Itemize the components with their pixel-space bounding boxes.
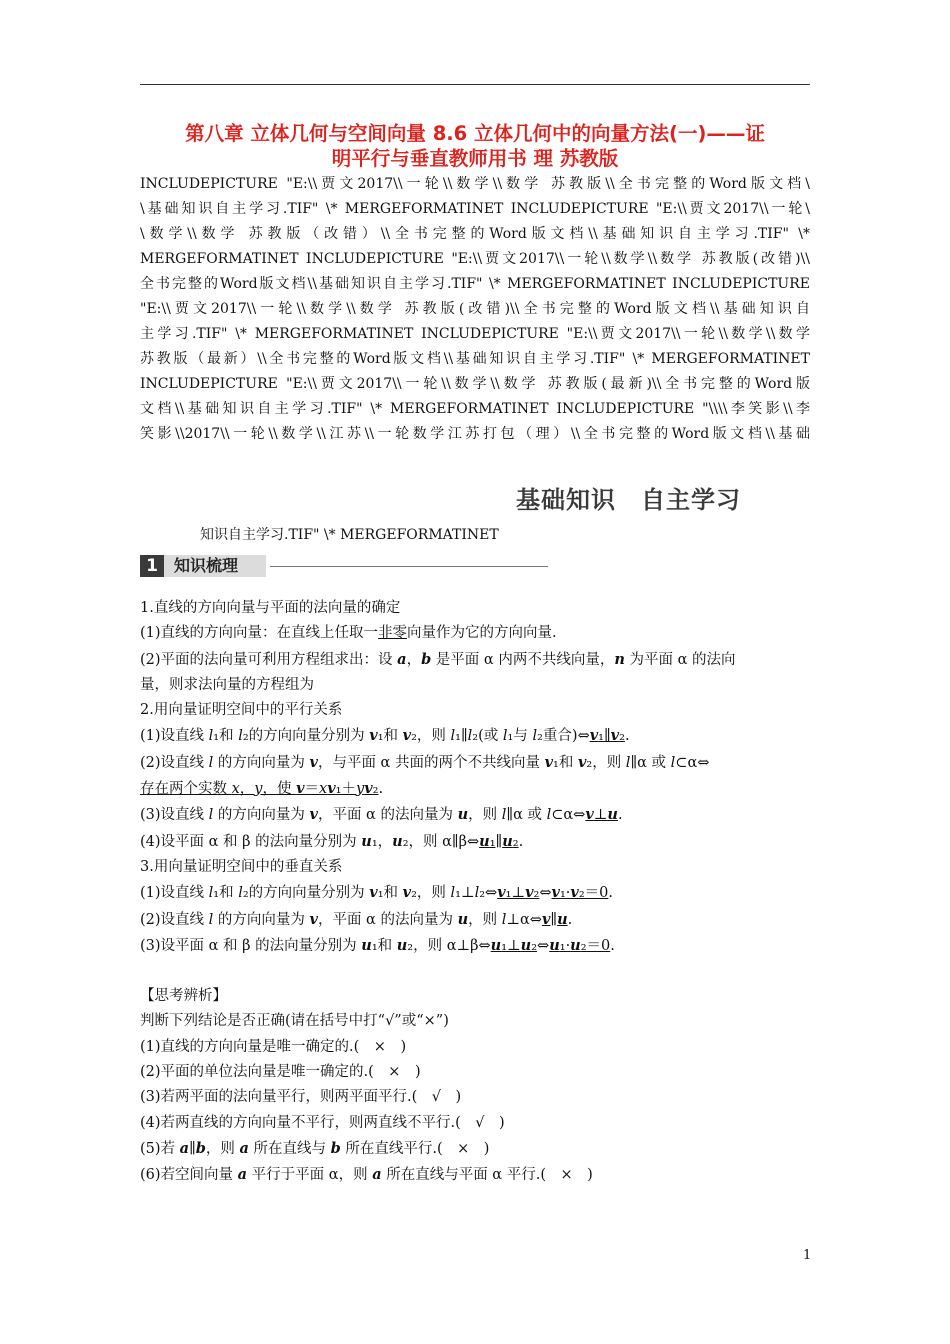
quiz-item: (2)平面的单位法向量是唯一确定的.( × ) bbox=[140, 1064, 421, 1081]
field-code-line: 笑影\\2017\\一轮\\数学\\江苏\\一轮数学江苏打包（理）\\全书完整的Word版文档\\基础 bbox=[140, 426, 810, 442]
paragraph: 3.用向量证明空间中的垂直关系 bbox=[140, 858, 343, 875]
quiz-item: (5)若 a∥b，则 a 所在直线与 b 所在直线平行.( × ) bbox=[140, 1139, 490, 1157]
section-number-badge: 1 bbox=[140, 555, 164, 577]
field-code-line: \数学\\数学 苏教版（改错）\\全书完整的Word版文档\\基础知识自主学习.TIF" \* bbox=[140, 226, 810, 242]
field-code-tail: 知识自主学习.TIF" \* MERGEFORMATINET bbox=[200, 527, 499, 543]
paragraph: (3)设平面 α 和 β 的法向量分别为 u₁和 u₂，则 α⊥β⇔u₁⊥u₂⇔u₁·u₂＝0. bbox=[140, 936, 615, 954]
paragraph: 判断下列结论是否正确(请在括号中打“√”或“×”) bbox=[140, 1013, 449, 1030]
paragraph: (2)设直线 l 的方向向量为 v，平面 α 的法向量为 u，则 l⊥α⇔v∥u. bbox=[140, 910, 573, 928]
paragraph: (2)设直线 l 的方向向量为 v，与平面 α 共面的两个不共线向量 v₁和 v₂，则 l∥α 或 l⊂α⇔ bbox=[140, 753, 710, 771]
field-code-line: "E:\\贾文2017\\一轮\\数学\\数学 苏教版(改错)\\全书完整的Word版文档\\基础知识自 bbox=[140, 301, 810, 317]
field-code-line: 苏教版（最新）\\全书完整的Word版文档\\基础知识自主学习.TIF" \* MERGEFORMATINET bbox=[140, 351, 810, 367]
paragraph: (3)设直线 l 的方向向量为 v，平面 α 的法向量为 u，则 l∥α 或 l⊂α⇔v⊥u. bbox=[140, 806, 623, 824]
field-code-line: 文档\\基础知识自主学习.TIF" \* MERGEFORMATINET INCLUDEPICTURE "\\\\李笑影\\李 bbox=[140, 401, 810, 417]
paragraph: (2)平面的法向量可利用方程组求出：设 a，b 是平面 α 内两不共线向量，n 为平面 α 的法向 bbox=[140, 650, 736, 668]
paragraph: 1.直线的方向向量与平面的法向量的确定 bbox=[140, 600, 401, 616]
field-code-line: MERGEFORMATINET INCLUDEPICTURE "E:\\贾文2017\\一轮\\数学\\数学 苏教版(改错)\\ bbox=[140, 251, 810, 267]
paragraph: 量，则求法向量的方程组为 bbox=[140, 676, 314, 693]
paragraph: 2.用向量证明空间中的平行关系 bbox=[140, 702, 343, 719]
lesson-body bbox=[140, 596, 812, 1189]
quiz-item: (6)若空间向量 a 平行于平面 α，则 a 所在直线与平面 α 平行.( × ) bbox=[140, 1166, 593, 1184]
paragraph: (1)设直线 l₁和 l₂的方向向量分别为 v₁和 v₂，则 l₁∥l₂(或 l₁与 l₂重合)⇔v₁∥v₂. bbox=[140, 727, 630, 745]
quiz-item: (4)若两直线的方向向量不平行，则两直线不平行.( √ ) bbox=[140, 1114, 505, 1131]
quiz-item: (1)直线的方向向量是唯一确定的.( × ) bbox=[140, 1038, 407, 1055]
section-heading: 基础知识 自主学习 bbox=[516, 486, 741, 514]
field-code-line: 全书完整的Word版文档\\基础知识自主学习.TIF" \* MERGEFORMATINET INCLUDEPICTURE bbox=[140, 276, 810, 292]
page-title bbox=[138, 121, 812, 171]
title-line-2: 明平行与垂直教师用书 理 苏教版 bbox=[331, 147, 619, 170]
section-bar-rule bbox=[270, 566, 548, 567]
paragraph: 存在两个实数 x，y，使 v＝xv₁＋yv₂. bbox=[140, 780, 384, 798]
paragraph: 【思考辨析】 bbox=[140, 988, 227, 1005]
header-rule bbox=[140, 84, 810, 85]
quiz-item: (3)若两平面的法向量平行，则两平面平行.( √ ) bbox=[140, 1089, 462, 1106]
title-line-1: 第八章 立体几何与空间向量 8.6 立体几何中的向量方法(一)——证 bbox=[185, 122, 765, 145]
knowledge-section-bar bbox=[140, 555, 266, 577]
page-number: 1 bbox=[803, 1248, 812, 1263]
field-code-line: INCLUDEPICTURE "E:\\贾文2017\\一轮\\数学\\数学 苏教版\\全书完整的Word版文档\ bbox=[140, 176, 810, 192]
paragraph: (1)设直线 l₁和 l₂的方向向量分别为 v₁和 v₂，则 l₁⊥l₂⇔v₁⊥v₂⇔v₁·v₂＝0. bbox=[140, 884, 613, 902]
section-bar-label: 知识梳理 bbox=[174, 556, 239, 575]
field-code-block bbox=[140, 172, 810, 447]
field-code-line: INCLUDEPICTURE "E:\\贾文2017\\一轮\\数学\\数学 苏教版(最新)\\全书完整的Word版 bbox=[140, 376, 810, 392]
paragraph: (4)设平面 α 和 β 的法向量分别为 u₁，u₂，则 α∥β⇔u₁∥u₂. bbox=[140, 832, 524, 850]
field-code-line: 主学习.TIF" \* MERGEFORMATINET INCLUDEPICTURE "E:\\贾文2017\\一轮\\数学\\数学 bbox=[140, 326, 810, 342]
paragraph: (1)直线的方向向量：在直线上任取一非零向量作为它的方向向量. bbox=[140, 625, 557, 642]
field-code-line: \基础知识自主学习.TIF" \* MERGEFORMATINET INCLUDEPICTURE "E:\\贾文2017\\一轮\ bbox=[140, 201, 810, 217]
